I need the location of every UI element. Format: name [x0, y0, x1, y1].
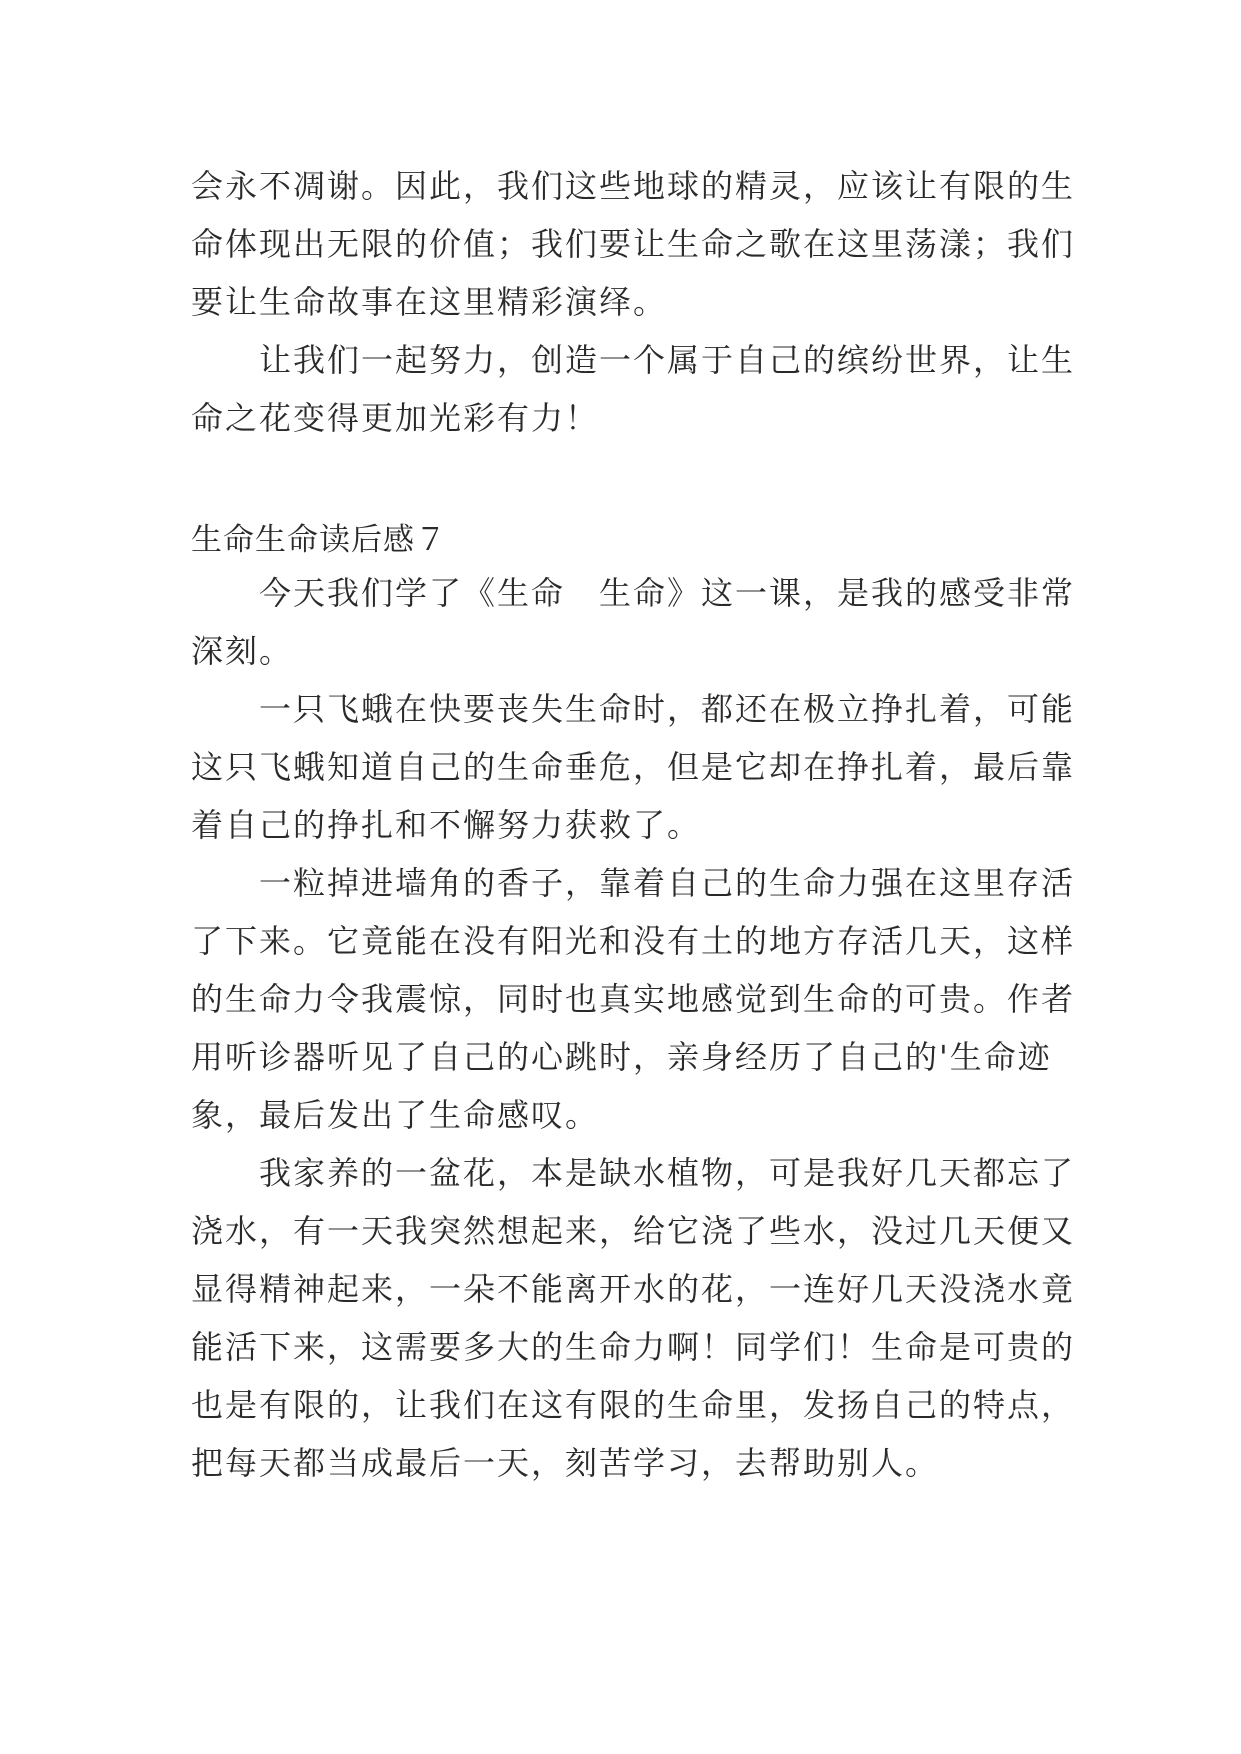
text-line: 命体现出无限的价值；我们要让生命之歌在这里荡漾；我们 [191, 225, 1076, 263]
text-line: 显得精神起来，一朵不能离开水的花，一连好几天没浇水竟 [191, 1270, 1076, 1308]
text-line: 一只飞蛾在快要丧失生命时，都还在极立挣扎着，可能 [259, 690, 1076, 728]
text-line: 象，最后发出了生命感叹。 [191, 1096, 600, 1134]
text-line: 命之花变得更加光彩有力！ [191, 399, 600, 437]
text-line: 会永不凋谢。因此，我们这些地球的精灵，应该让有限的生 [191, 167, 1076, 205]
text-line: 这只飞蛾知道自己的生命垂危，但是它却在挣扎着，最后靠 [191, 748, 1076, 786]
text-line: 的生命力令我震惊，同时也真实地感觉到生命的可贵。作者 [191, 980, 1076, 1018]
text-line: 浇水，有一天我突然想起来，给它浇了些水，没过几天便又 [191, 1212, 1076, 1250]
text-line: 我家养的一盆花，本是缺水植物，可是我好几天都忘了 [259, 1154, 1076, 1192]
text-line: 也是有限的，让我们在这有限的生命里，发扬自己的特点， [191, 1386, 1076, 1424]
paragraph [191, 1144, 1076, 1492]
continuation-paragraph [191, 157, 1076, 331]
text-line: 今天我们学了《生命 生命》这一课，是我的感受非常 [259, 574, 1076, 612]
text-line: 了下来。它竟能在没有阳光和没有土的地方存活几天，这样 [191, 922, 1076, 960]
text-line: 把每天都当成最后一天，刻苦学习，去帮助别人。 [191, 1444, 940, 1482]
text-line: 深刻。 [191, 632, 294, 670]
text-line: 要让生命故事在这里精彩演绎。 [191, 283, 668, 321]
paragraph [191, 680, 1076, 854]
text-line: 让我们一起努力，创造一个属于自己的缤纷世界，让生 [259, 341, 1076, 379]
closing-paragraph [191, 331, 1076, 447]
text-line: 能活下来，这需要多大的生命力啊！同学们！生命是可贵的 [191, 1328, 1076, 1366]
section-heading: 生命生命读后感７ [191, 522, 447, 558]
text-line: 用听诊器听见了自己的心跳时，亲身经历了自己的'生命迹 [191, 1038, 1052, 1076]
text-line: 着自己的挣扎和不懈努力获救了。 [191, 806, 702, 844]
paragraph [191, 854, 1076, 1144]
paragraph [191, 564, 1076, 680]
text-line: 一粒掉进墙角的香子，靠着自己的生命力强在这里存活 [259, 864, 1076, 902]
